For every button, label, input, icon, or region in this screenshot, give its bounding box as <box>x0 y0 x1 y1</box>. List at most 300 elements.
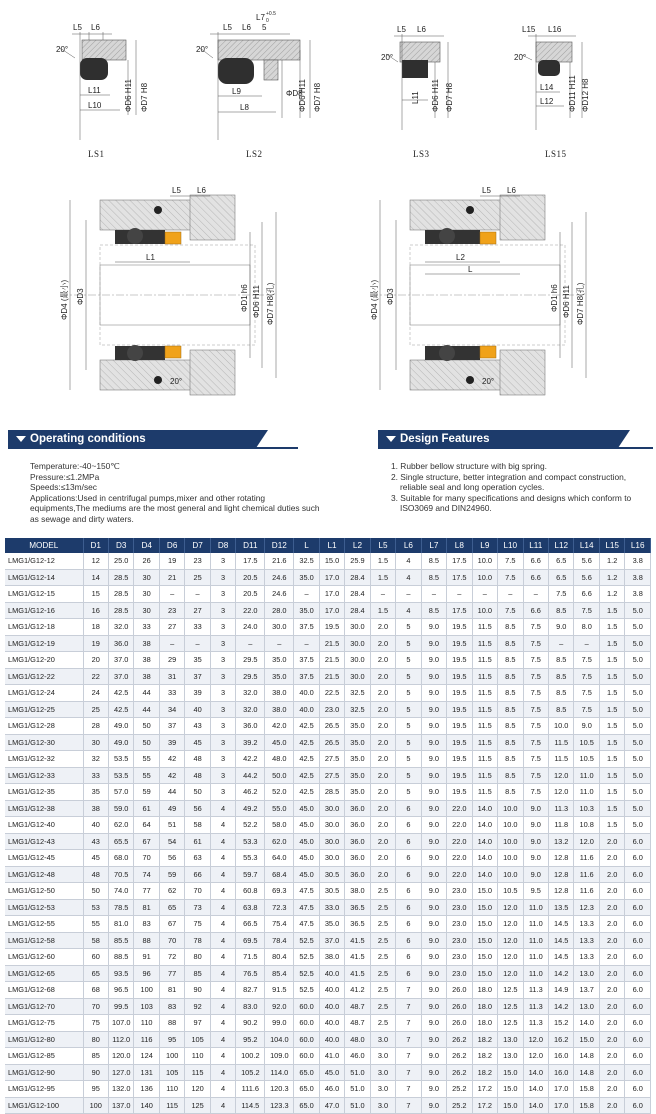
table-cell: 77 <box>159 965 184 982</box>
table-cell: 2.0 <box>370 635 395 652</box>
table-cell: 8.5 <box>498 701 523 718</box>
table-cell: – <box>294 635 319 652</box>
table-cell: 21.5 <box>319 652 344 669</box>
table-cell: 15.0 <box>472 965 497 982</box>
table-cell: 39.2 <box>236 734 265 751</box>
design-rule <box>378 447 653 449</box>
table-cell: 4 <box>210 1081 235 1098</box>
table-cell: 9.0 <box>421 635 446 652</box>
table-cell: 17.0 <box>319 586 344 603</box>
table-cell: 38.0 <box>345 883 370 900</box>
table-cell: 30.0 <box>319 850 344 867</box>
table-row <box>5 701 651 718</box>
table-cell: 22 <box>83 668 108 685</box>
table-cell: 12.5 <box>498 1015 523 1032</box>
table-cell: 11.0 <box>523 932 548 949</box>
table-cell: 2.0 <box>599 916 624 933</box>
table-cell: 70 <box>185 883 210 900</box>
table-cell: 8.5 <box>498 685 523 702</box>
table-cell: 11.5 <box>472 767 497 784</box>
table-cell: 2.0 <box>599 883 624 900</box>
table-cell: 28 <box>83 718 108 735</box>
table-cell: 2.5 <box>370 932 395 949</box>
table-cell: 131 <box>134 1064 159 1081</box>
table-cell: 5 <box>396 668 421 685</box>
table-cell: 9.0 <box>421 751 446 768</box>
table-cell: 30.0 <box>319 817 344 834</box>
table-cell: 30.0 <box>319 833 344 850</box>
table-cell: 59.0 <box>108 800 133 817</box>
model-cell: LMG1/G12-33 <box>5 767 83 784</box>
table-cell: 3 <box>210 619 235 636</box>
table-cell: 16.0 <box>549 1048 574 1065</box>
table-cell: 23.0 <box>447 899 472 916</box>
table-cell: 7 <box>396 1015 421 1032</box>
table-cell: 68.4 <box>265 866 294 883</box>
table-cell: 18.2 <box>472 1031 497 1048</box>
column-header: D7 <box>185 538 210 553</box>
table-cell: 8.5 <box>421 602 446 619</box>
table-cell: 14.5 <box>549 949 574 966</box>
table-cell: 2.0 <box>370 784 395 801</box>
table-cell: 52.5 <box>294 965 319 982</box>
table-cell: 21.6 <box>265 553 294 569</box>
table-cell: 17.0 <box>549 1081 574 1098</box>
table-cell: 11.3 <box>523 998 548 1015</box>
table-cell: 12.0 <box>498 916 523 933</box>
table-cell: 3 <box>210 652 235 669</box>
table-cell: 5.0 <box>625 784 651 801</box>
table-cell: 19.5 <box>319 619 344 636</box>
table-cell: 4 <box>210 1031 235 1048</box>
table-cell: 91 <box>134 949 159 966</box>
model-cell: LMG1/G12-32 <box>5 751 83 768</box>
ls15-drawing <box>514 25 590 159</box>
table-cell: 2.5 <box>370 965 395 982</box>
table-cell: 2.5 <box>370 998 395 1015</box>
table-cell: 50.0 <box>265 767 294 784</box>
design-features-text <box>391 461 653 514</box>
table-cell: 11.0 <box>574 767 599 784</box>
table-cell: 1.5 <box>599 800 624 817</box>
table-cell: 46.2 <box>236 784 265 801</box>
table-cell: 9.0 <box>421 619 446 636</box>
table-cell: 6.0 <box>625 916 651 933</box>
table-cell: 36.0 <box>345 800 370 817</box>
table-cell: 19.5 <box>447 751 472 768</box>
table-cell: 51.0 <box>345 1064 370 1081</box>
table-row <box>5 602 651 619</box>
table-cell: 64 <box>134 817 159 834</box>
table-cell: 31 <box>159 668 184 685</box>
table-cell: 14.0 <box>523 1081 548 1098</box>
table-cell: 11.5 <box>472 652 497 669</box>
table-cell: 9.0 <box>421 800 446 817</box>
table-cell: 1.5 <box>599 817 624 834</box>
table-cell: 59 <box>134 784 159 801</box>
table-cell: 6 <box>396 866 421 883</box>
table-cell: 39 <box>159 734 184 751</box>
table-cell: 2.0 <box>599 949 624 966</box>
table-cell: 15.0 <box>472 916 497 933</box>
table-cell: 55.3 <box>236 850 265 867</box>
table-cell: 3 <box>210 767 235 784</box>
table-cell: 2.5 <box>370 982 395 999</box>
table-cell: 61 <box>134 800 159 817</box>
table-cell: 74.0 <box>108 883 133 900</box>
table-cell: 3 <box>210 586 235 603</box>
model-cell: LMG1/G12-48 <box>5 866 83 883</box>
table-cell: 60.0 <box>294 998 319 1015</box>
table-row <box>5 1048 651 1065</box>
table-cell: 5 <box>396 718 421 735</box>
table-cell: 50 <box>83 883 108 900</box>
big1-label-d7: ΦD7 H8(孔) <box>266 282 275 325</box>
ls3-label-l6: L6 <box>417 25 426 34</box>
table-cell: 11.6 <box>574 866 599 883</box>
table-cell: 15.2 <box>549 1015 574 1032</box>
table-cell: 35.0 <box>294 569 319 586</box>
table-cell: 9.0 <box>421 1097 446 1114</box>
table-cell: 18.2 <box>472 1048 497 1065</box>
table-cell: 100.2 <box>236 1048 265 1065</box>
table-cell: 38 <box>134 635 159 652</box>
table-cell: 36.0 <box>345 850 370 867</box>
table-cell: 7 <box>396 1097 421 1114</box>
column-header: D4 <box>134 538 159 553</box>
table-cell: 22.0 <box>447 817 472 834</box>
table-cell: 8.5 <box>498 668 523 685</box>
table-cell: 37.0 <box>108 652 133 669</box>
ls2-caption: LS2 <box>246 149 263 159</box>
table-cell: 11.5 <box>472 635 497 652</box>
table-cell: 11.5 <box>549 734 574 751</box>
model-cell: LMG1/G12-19 <box>5 635 83 652</box>
table-cell: 40 <box>185 701 210 718</box>
table-cell: 27.5 <box>319 751 344 768</box>
table-row <box>5 932 651 949</box>
table-cell: 37.5 <box>294 652 319 669</box>
table-cell: 30.0 <box>345 668 370 685</box>
table-cell: 23 <box>185 553 210 569</box>
table-cell: 56 <box>159 850 184 867</box>
table-cell: 72.3 <box>265 899 294 916</box>
table-cell: 12.0 <box>549 767 574 784</box>
table-cell: 127.0 <box>108 1064 133 1081</box>
table-cell: 30 <box>134 569 159 586</box>
column-header: D12 <box>265 538 294 553</box>
table-cell: 2.0 <box>370 767 395 784</box>
big2-label-l2: L2 <box>456 253 465 262</box>
table-cell: 105 <box>185 1031 210 1048</box>
table-cell: 16.2 <box>549 1031 574 1048</box>
table-cell: 114.5 <box>236 1097 265 1114</box>
ls2-label-l5: L5 <box>223 23 232 32</box>
table-cell: 10.5 <box>574 734 599 751</box>
table-cell: 62 <box>159 883 184 900</box>
table-cell: 19.5 <box>447 784 472 801</box>
table-cell: 5 <box>396 751 421 768</box>
column-header: L12 <box>549 538 574 553</box>
table-cell: 5.0 <box>625 652 651 669</box>
table-cell: 2.0 <box>370 619 395 636</box>
table-cell: 37.5 <box>294 619 319 636</box>
table-cell: 92.0 <box>265 998 294 1015</box>
table-cell: 65.0 <box>294 1097 319 1114</box>
op-pressure: Pressure:≤1.2MPa <box>30 471 100 482</box>
table-cell: 25.0 <box>108 553 133 569</box>
ls3-label-l11: L11 <box>411 91 420 104</box>
table-cell: 8.5 <box>498 784 523 801</box>
table-cell: 8.5 <box>549 652 574 669</box>
table-cell: 6.6 <box>523 602 548 619</box>
table-cell: 2.0 <box>599 899 624 916</box>
table-cell: 1.5 <box>599 751 624 768</box>
table-cell: 8.5 <box>498 652 523 669</box>
table-cell: 81.0 <box>108 916 133 933</box>
table-cell: 5.0 <box>625 635 651 652</box>
table-row <box>5 866 651 883</box>
table-cell: 28.4 <box>345 602 370 619</box>
table-row <box>5 619 651 636</box>
table-cell: 29.5 <box>236 652 265 669</box>
ls15-label-l15: L15 <box>522 25 536 34</box>
table-cell: 37.5 <box>294 668 319 685</box>
table-cell: 10.0 <box>498 833 523 850</box>
table-cell: 6 <box>396 800 421 817</box>
table-cell: 70.5 <box>108 866 133 883</box>
table-cell: 83 <box>159 998 184 1015</box>
table-cell: 42.5 <box>294 784 319 801</box>
table-cell: 2.0 <box>370 751 395 768</box>
design-feature-1: 1. Rubber bellow structure with big spring. <box>391 461 547 471</box>
table-cell: 26.0 <box>447 998 472 1015</box>
table-cell: 24.0 <box>236 619 265 636</box>
design-feature-2: 2. Single structure, better integration and compact construction, reliable seal and long operation cycles. <box>391 471 627 492</box>
table-cell: 32.0 <box>236 685 265 702</box>
table-cell: 3 <box>210 635 235 652</box>
table-cell: 15.0 <box>574 1031 599 1048</box>
table-cell: 3 <box>210 784 235 801</box>
table-cell: 14.0 <box>472 817 497 834</box>
table-cell: 4 <box>210 949 235 966</box>
table-cell: 61 <box>185 833 210 850</box>
table-cell: 4 <box>396 602 421 619</box>
model-cell: LMG1/G12-45 <box>5 850 83 867</box>
table-cell: 52.5 <box>294 949 319 966</box>
model-cell: LMG1/G12-68 <box>5 982 83 999</box>
table-cell: 1.2 <box>599 553 624 569</box>
table-cell: 15.0 <box>498 1064 523 1081</box>
table-cell: 95.2 <box>236 1031 265 1048</box>
table-cell: 53 <box>83 899 108 916</box>
table-cell: 7.5 <box>549 586 574 603</box>
table-cell: 26 <box>134 553 159 569</box>
table-cell: 140 <box>134 1097 159 1114</box>
table-cell: 10.0 <box>498 817 523 834</box>
table-cell: 75.4 <box>265 916 294 933</box>
table-cell: 26.5 <box>319 734 344 751</box>
table-cell: 45.0 <box>294 817 319 834</box>
ls3-label-l5: L5 <box>397 25 406 34</box>
table-cell: 60.0 <box>294 1015 319 1032</box>
table-cell: 104.0 <box>265 1031 294 1048</box>
table-cell: 48 <box>185 767 210 784</box>
column-header: L <box>294 538 319 553</box>
table-cell: 35.0 <box>345 734 370 751</box>
ls2-label-l7: L7 <box>256 13 265 22</box>
table-row <box>5 569 651 586</box>
table-cell: 70 <box>83 998 108 1015</box>
table-cell: 81 <box>159 982 184 999</box>
table-cell: 23.0 <box>447 916 472 933</box>
model-cell: LMG1/G12-60 <box>5 949 83 966</box>
table-cell: 9.0 <box>421 850 446 867</box>
column-header: MODEL <box>5 538 83 553</box>
table-cell: 17.5 <box>236 553 265 569</box>
table-cell: 42.2 <box>236 751 265 768</box>
table-cell: 38.0 <box>265 701 294 718</box>
table-cell: 40.0 <box>319 998 344 1015</box>
table-cell: 13.7 <box>574 982 599 999</box>
table-cell: 14.0 <box>574 1015 599 1032</box>
table-cell: 6.0 <box>625 949 651 966</box>
drawing-svg <box>0 0 656 415</box>
table-cell: – <box>498 586 523 603</box>
model-cell: LMG1/G12-38 <box>5 800 83 817</box>
table-cell: 11.5 <box>472 685 497 702</box>
operating-conditions-text <box>30 461 320 524</box>
table-cell: 7.5 <box>523 668 548 685</box>
table-cell: 74 <box>134 866 159 883</box>
table-cell: 65.0 <box>294 1081 319 1098</box>
table-cell: 6.6 <box>574 586 599 603</box>
table-cell: 137.0 <box>108 1097 133 1114</box>
table-cell: 35.0 <box>319 916 344 933</box>
table-cell: 7.5 <box>574 701 599 718</box>
table-cell: 85 <box>83 1048 108 1065</box>
table-cell: 9.0 <box>523 800 548 817</box>
table-cell: 1.5 <box>599 602 624 619</box>
table-cell: 7.5 <box>498 602 523 619</box>
table-cell: 9.0 <box>421 685 446 702</box>
table-cell: 3 <box>210 685 235 702</box>
table-cell: 29.5 <box>236 668 265 685</box>
table-cell: 64.0 <box>265 850 294 867</box>
table-cell: 35.0 <box>265 668 294 685</box>
table-cell: 4 <box>210 800 235 817</box>
op-applications: Applications:Used in centrifugal pumps,mixer and other rotating equipments,The mediums are the most general and light chemical duties such as sewage and dirty waters. <box>30 492 320 524</box>
table-cell: 7 <box>396 1031 421 1048</box>
table-cell: 7.5 <box>523 751 548 768</box>
table-cell: 18.0 <box>472 982 497 999</box>
table-cell: 5.0 <box>625 668 651 685</box>
table-cell: 1.5 <box>599 685 624 702</box>
table-cell: 10.0 <box>498 800 523 817</box>
table-cell: 8.5 <box>498 619 523 636</box>
table-cell: 5.0 <box>625 619 651 636</box>
table-cell: 41.5 <box>345 965 370 982</box>
table-cell: 5.0 <box>625 751 651 768</box>
table-cell: 85.4 <box>265 965 294 982</box>
table-cell: 8.5 <box>549 668 574 685</box>
table-cell: 25.2 <box>447 1081 472 1098</box>
table-cell: 88.5 <box>108 949 133 966</box>
table-cell: 13.3 <box>574 916 599 933</box>
table-cell: 6.0 <box>625 965 651 982</box>
table-cell: 35.0 <box>265 652 294 669</box>
table-cell: 10.0 <box>498 850 523 867</box>
table-cell: 6.0 <box>625 1031 651 1048</box>
table-cell: 32 <box>83 751 108 768</box>
table-cell: 5.0 <box>625 685 651 702</box>
ls1-label-l11: L11 <box>88 86 101 95</box>
table-cell: 1.5 <box>370 602 395 619</box>
table-cell: 110 <box>159 1081 184 1098</box>
table-cell: 2.5 <box>370 883 395 900</box>
table-cell: 8.5 <box>498 734 523 751</box>
table-cell: 3 <box>210 751 235 768</box>
table-cell: 100 <box>83 1097 108 1114</box>
table-cell: 40.0 <box>319 965 344 982</box>
big1-label-l5: L5 <box>172 186 181 195</box>
table-cell: 95 <box>83 1081 108 1098</box>
table-cell: 70 <box>134 850 159 867</box>
table-cell: 53.5 <box>108 767 133 784</box>
model-cell: LMG1/G12-53 <box>5 899 83 916</box>
table-cell: 37.0 <box>108 668 133 685</box>
table-cell: 7.5 <box>523 784 548 801</box>
table-cell: 14.8 <box>574 1048 599 1065</box>
table-cell: 83 <box>134 916 159 933</box>
table-cell: 11.6 <box>574 883 599 900</box>
model-cell: LMG1/G12-100 <box>5 1097 83 1114</box>
table-cell: 8.5 <box>498 751 523 768</box>
table-cell: 4 <box>210 833 235 850</box>
table-cell: 33 <box>159 685 184 702</box>
table-cell: 27 <box>185 602 210 619</box>
table-row <box>5 1015 651 1032</box>
table-cell: 8.5 <box>549 701 574 718</box>
table-cell: 23.0 <box>447 932 472 949</box>
table-cell: 48 <box>185 751 210 768</box>
table-cell: 63 <box>185 850 210 867</box>
table-cell: 11.0 <box>523 949 548 966</box>
table-cell: – <box>159 635 184 652</box>
table-cell: 16.0 <box>549 1064 574 1081</box>
model-cell: LMG1/G12-28 <box>5 718 83 735</box>
table-cell: 14.2 <box>549 965 574 982</box>
table-cell: 2.0 <box>370 734 395 751</box>
table-cell: 7.5 <box>523 718 548 735</box>
table-cell: 55 <box>134 767 159 784</box>
table-cell: 2.0 <box>370 718 395 735</box>
model-cell: LMG1/G12-80 <box>5 1031 83 1048</box>
table-cell: 7.5 <box>523 685 548 702</box>
column-header: L8 <box>447 538 472 553</box>
table-cell: 44.2 <box>236 767 265 784</box>
operating-conditions-title: Operating conditions <box>30 433 146 445</box>
spec-table <box>5 538 651 1114</box>
model-cell: LMG1/G12-18 <box>5 619 83 636</box>
big1-label-d3: ΦD3 <box>76 288 85 305</box>
table-cell: 50 <box>185 784 210 801</box>
table-cell: 2.0 <box>370 850 395 867</box>
operating-conditions-heading <box>8 430 256 448</box>
table-row <box>5 1081 651 1098</box>
big2-label-l: L <box>468 265 473 274</box>
table-cell: 6.0 <box>625 982 651 999</box>
